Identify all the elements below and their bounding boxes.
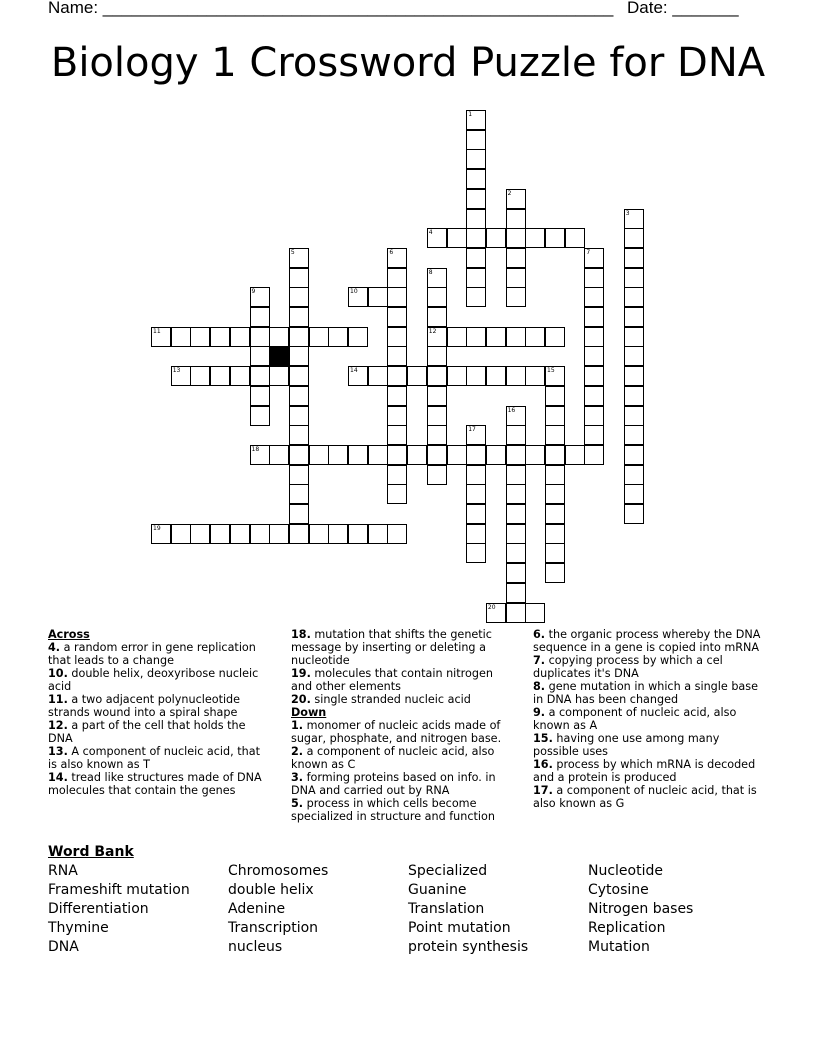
crossword-cell[interactable] <box>624 445 644 465</box>
crossword-cell[interactable] <box>506 504 526 524</box>
crossword-cell[interactable] <box>387 386 407 406</box>
crossword-cell[interactable] <box>466 189 486 209</box>
clue-text: a component of nucleic acid, also known as C <box>291 745 495 771</box>
crossword-cell[interactable] <box>565 445 585 465</box>
crossword-cell[interactable] <box>624 425 644 445</box>
crossword-cell[interactable] <box>250 386 270 406</box>
crossword-cell[interactable] <box>506 268 526 288</box>
cell-number: 18 <box>251 445 260 453</box>
across-clue <box>48 771 268 797</box>
crossword-cell[interactable] <box>584 248 604 268</box>
crossword-cell[interactable] <box>250 445 270 465</box>
crossword-cell[interactable] <box>506 425 526 445</box>
down-clue <box>533 706 768 732</box>
clue-text: having one use among many possible uses <box>533 732 720 758</box>
crossword-cell[interactable] <box>506 209 526 229</box>
crossword-cell[interactable] <box>289 327 309 347</box>
clue-number: 2. <box>291 745 304 758</box>
crossword-cell[interactable] <box>584 287 604 307</box>
crossword-cell[interactable] <box>466 465 486 485</box>
clue-text: a component of nucleic acid, that is also known as G <box>533 784 757 810</box>
crossword-cell[interactable] <box>368 445 388 465</box>
clue-text: single stranded nucleic acid <box>310 693 471 706</box>
crossword-cell[interactable] <box>486 603 506 623</box>
crossword-cell[interactable] <box>387 484 407 504</box>
crossword-cell[interactable] <box>525 445 545 465</box>
crossword-cell[interactable] <box>348 287 368 307</box>
crossword-cell[interactable] <box>545 563 565 583</box>
crossword-cell[interactable] <box>289 465 309 485</box>
crossword-cell[interactable] <box>250 287 270 307</box>
crossword-cell[interactable] <box>387 287 407 307</box>
crossword-cell[interactable] <box>348 445 368 465</box>
clue-text: the organic process whereby the DNA sequence in a gene is copied into mRNA <box>533 628 761 654</box>
crossword-cell[interactable] <box>624 346 644 366</box>
crossword-cell[interactable] <box>250 524 270 544</box>
crossword-cell[interactable] <box>289 346 309 366</box>
clues-column-3 <box>533 628 768 810</box>
crossword-cell[interactable] <box>506 524 526 544</box>
crossword-cell[interactable] <box>466 110 486 130</box>
cell-number: 5 <box>290 248 295 256</box>
crossword-cell[interactable] <box>447 366 467 386</box>
name-field-label: Name: ______________________________________________________ <box>48 0 614 17</box>
crossword-cell[interactable] <box>230 327 250 347</box>
clue-number: 9. <box>533 706 546 719</box>
crossword-cell[interactable] <box>466 425 486 445</box>
crossword-cell[interactable] <box>250 366 270 386</box>
crossword-cell[interactable] <box>506 248 526 268</box>
clue-text: double helix, deoxyribose nucleic acid <box>48 667 259 693</box>
crossword-cell[interactable] <box>250 346 270 366</box>
clue-number: 3. <box>291 771 304 784</box>
crossword-cell[interactable] <box>348 366 368 386</box>
crossword-cell[interactable] <box>466 130 486 150</box>
crossword-cell[interactable] <box>466 484 486 504</box>
crossword-cell[interactable] <box>466 268 486 288</box>
word-bank-item: Transcription <box>228 920 319 936</box>
word-bank-column <box>228 862 328 957</box>
crossword-cell[interactable] <box>506 543 526 563</box>
crossword-cell[interactable] <box>309 445 329 465</box>
cell-number: 2 <box>507 189 512 197</box>
clue-number: 12. <box>48 719 68 732</box>
clue-number: 1. <box>291 719 304 732</box>
word-bank-item: Thymine <box>48 920 109 936</box>
clue-text: forming proteins based on info. in DNA and carried out by RNA <box>291 771 496 797</box>
down-clue <box>533 680 768 706</box>
down-clue <box>533 758 768 784</box>
crossword-cell[interactable] <box>584 406 604 426</box>
crossword-cell[interactable] <box>250 406 270 426</box>
crossword-cell[interactable] <box>269 366 289 386</box>
crossword-cell[interactable] <box>190 524 210 544</box>
crossword-cell[interactable] <box>427 445 447 465</box>
crossword-cell[interactable] <box>545 386 565 406</box>
word-bank-item: Adenine <box>228 901 286 917</box>
crossword-cell[interactable] <box>289 406 309 426</box>
word-bank-item: Cytosine <box>588 882 649 898</box>
crossword-cell[interactable] <box>289 248 309 268</box>
crossword-cell[interactable] <box>407 366 427 386</box>
crossword-cell[interactable] <box>328 327 348 347</box>
crossword-cell[interactable] <box>289 287 309 307</box>
cell-number: 14 <box>350 367 358 375</box>
crossword-cell[interactable] <box>289 268 309 288</box>
crossword-cell[interactable] <box>545 465 565 485</box>
across-clue <box>291 667 509 693</box>
crossword-cell[interactable] <box>151 524 171 544</box>
cell-number: 11 <box>153 327 161 335</box>
crossword-cell[interactable] <box>289 307 309 327</box>
crossword-cell[interactable] <box>427 465 447 485</box>
crossword-cell[interactable] <box>584 346 604 366</box>
crossword-cell[interactable] <box>387 406 407 426</box>
clue-text: a random error in gene replication that leads to a change <box>48 641 256 667</box>
crossword-cell[interactable] <box>447 228 467 248</box>
crossword-cell[interactable] <box>230 366 250 386</box>
down-clue <box>291 771 509 797</box>
cell-number: 16 <box>507 406 516 414</box>
clue-number: 20. <box>291 693 311 706</box>
cell-number: 19 <box>153 524 161 532</box>
clue-number: 5. <box>291 797 304 810</box>
crossword-cell[interactable] <box>506 465 526 485</box>
crossword-cell[interactable] <box>624 366 644 386</box>
crossword-cell[interactable] <box>210 524 230 544</box>
clue-number: 19. <box>291 667 311 680</box>
across-clue <box>48 641 268 667</box>
crossword-cell[interactable] <box>328 445 348 465</box>
crossword-cell[interactable] <box>269 445 289 465</box>
cell-number: 4 <box>428 229 433 237</box>
word-bank-title: Word Bank <box>48 844 134 860</box>
crossword-cell[interactable] <box>269 327 289 347</box>
cell-number: 12 <box>428 327 437 335</box>
crossword-cell[interactable] <box>506 189 526 209</box>
crossword-cell[interactable] <box>624 268 644 288</box>
crossword-cell[interactable] <box>190 366 210 386</box>
crossword-cell[interactable] <box>624 484 644 504</box>
blocked-cell <box>269 346 289 366</box>
word-bank-column <box>408 862 528 957</box>
crossword-cell[interactable] <box>525 327 545 347</box>
word-bank-item: nucleus <box>228 939 283 955</box>
crossword-cell[interactable] <box>250 307 270 327</box>
crossword-cell[interactable] <box>624 307 644 327</box>
across-clue <box>48 667 268 693</box>
clue-number: 7. <box>533 654 546 667</box>
crossword-cell[interactable] <box>289 484 309 504</box>
clue-text: a two adjacent polynucleotide strands wound into a spiral shape <box>48 693 241 719</box>
crossword-cell[interactable] <box>447 327 467 347</box>
crossword-cell[interactable] <box>506 445 526 465</box>
crossword-cell[interactable] <box>506 603 526 623</box>
crossword-cell[interactable] <box>624 248 644 268</box>
crossword-cell[interactable] <box>624 406 644 426</box>
down-clue <box>533 732 768 758</box>
across-clue <box>48 693 268 719</box>
cell-number: 10 <box>350 288 358 296</box>
crossword-cell[interactable] <box>289 504 309 524</box>
clue-number: 6. <box>533 628 546 641</box>
crossword-cell[interactable] <box>545 445 565 465</box>
crossword-cell[interactable] <box>466 228 486 248</box>
crossword-cell[interactable] <box>506 484 526 504</box>
crossword-cell[interactable] <box>289 445 309 465</box>
crossword-cell[interactable] <box>427 327 447 347</box>
clue-number: 14. <box>48 771 68 784</box>
crossword-cell[interactable] <box>466 366 486 386</box>
crossword-cell[interactable] <box>624 228 644 248</box>
crossword-cell[interactable] <box>387 465 407 485</box>
crossword-cell[interactable] <box>447 445 467 465</box>
clues-column-2 <box>291 628 509 823</box>
crossword-cell[interactable] <box>348 524 368 544</box>
crossword-cell[interactable] <box>486 366 506 386</box>
crossword-cell[interactable] <box>506 287 526 307</box>
crossword-cell[interactable] <box>387 524 407 544</box>
crossword-cell[interactable] <box>624 287 644 307</box>
clue-text: monomer of nucleic acids made of sugar, phosphate, and nitrogen base. <box>291 719 502 745</box>
crossword-cell[interactable] <box>506 228 526 248</box>
word-bank-item: DNA <box>48 939 79 955</box>
crossword-cell[interactable] <box>427 406 447 426</box>
across-heading: Across <box>48 628 90 641</box>
crossword-cell[interactable] <box>151 327 171 347</box>
cell-number: 3 <box>625 209 630 217</box>
crossword-cell[interactable] <box>545 366 565 386</box>
clue-text: mutation that shifts the genetic message by inserting or deleting a nucleotide <box>291 628 492 667</box>
crossword-cell[interactable] <box>466 445 486 465</box>
crossword-cell[interactable] <box>624 327 644 347</box>
down-clue <box>291 719 509 745</box>
crossword-cell[interactable] <box>486 327 506 347</box>
crossword-cell[interactable] <box>565 228 585 248</box>
crossword-cell[interactable] <box>624 209 644 229</box>
word-bank-column <box>588 862 693 957</box>
crossword-cell[interactable] <box>427 287 447 307</box>
crossword-cell[interactable] <box>427 307 447 327</box>
clue-text: process in which cells become specialized in structure and function <box>291 797 495 823</box>
word-bank-item: Chromosomes <box>228 863 329 879</box>
clue-number: 16. <box>533 758 553 771</box>
crossword-cell[interactable] <box>289 524 309 544</box>
clue-text: copying process by which a cel duplicates it's DNA <box>533 654 723 680</box>
crossword-cell[interactable] <box>387 327 407 347</box>
crossword-cell[interactable] <box>545 228 565 248</box>
crossword-cell[interactable] <box>387 425 407 445</box>
crossword-cell[interactable] <box>624 504 644 524</box>
cell-number: 1 <box>468 111 473 118</box>
crossword-cell[interactable] <box>427 228 447 248</box>
crossword-cell[interactable] <box>210 327 230 347</box>
cell-number: 17 <box>468 426 476 434</box>
crossword-cell[interactable] <box>289 386 309 406</box>
cell-number: 9 <box>251 288 256 296</box>
crossword-cell[interactable] <box>584 445 604 465</box>
crossword-cell[interactable] <box>584 327 604 347</box>
crossword-cell[interactable] <box>545 425 565 445</box>
word-bank-item: Frameshift mutation <box>48 882 190 898</box>
word-bank-item: Replication <box>588 920 666 936</box>
clue-text: a part of the cell that holds the DNA <box>48 719 246 745</box>
crossword-cell[interactable] <box>407 445 427 465</box>
crossword-cell[interactable] <box>387 366 407 386</box>
crossword-cell[interactable] <box>427 386 447 406</box>
clue-number: 13. <box>48 745 68 758</box>
crossword-cell[interactable] <box>584 268 604 288</box>
cell-number: 8 <box>428 268 433 276</box>
crossword-cell[interactable] <box>328 524 348 544</box>
crossword-cell[interactable] <box>584 386 604 406</box>
clue-text: a component of nucleic acid, also known as A <box>533 706 737 732</box>
clues-column-1 <box>48 628 268 797</box>
crossword-cell[interactable] <box>466 524 486 544</box>
down-clue <box>291 797 509 823</box>
crossword-cell[interactable] <box>427 366 447 386</box>
crossword-cell[interactable] <box>466 248 486 268</box>
clue-text: process by which mRNA is decoded and a protein is produced <box>533 758 756 784</box>
crossword-cell[interactable] <box>466 543 486 563</box>
word-bank-item: Translation <box>408 901 485 917</box>
crossword-cell[interactable] <box>427 346 447 366</box>
crossword-cell[interactable] <box>289 366 309 386</box>
word-bank-item: protein synthesis <box>408 939 529 955</box>
crossword-cell[interactable] <box>171 327 191 347</box>
word-bank-item: RNA <box>48 863 78 879</box>
cell-number: 7 <box>586 248 591 256</box>
word-bank-item: Guanine <box>408 882 467 898</box>
crossword-cell[interactable] <box>466 504 486 524</box>
crossword-cell[interactable] <box>387 346 407 366</box>
clue-number: 10. <box>48 667 68 680</box>
page-title: Biology 1 Crossword Puzzle for DNA <box>50 40 766 86</box>
crossword-cell[interactable] <box>250 327 270 347</box>
cell-number: 6 <box>389 248 394 256</box>
crossword-cell[interactable] <box>545 504 565 524</box>
crossword-cell[interactable] <box>506 366 526 386</box>
crossword-cell[interactable] <box>171 524 191 544</box>
crossword-cell[interactable] <box>387 307 407 327</box>
word-bank-item: Mutation <box>588 939 650 955</box>
crossword-cell[interactable] <box>486 445 506 465</box>
crossword-cell[interactable] <box>427 425 447 445</box>
crossword-cell[interactable] <box>486 228 506 248</box>
clue-text: gene mutation in which a single base in DNA has been changed <box>533 680 758 706</box>
word-bank-column <box>48 862 190 957</box>
cell-number: 20 <box>487 603 496 611</box>
down-clue <box>533 654 768 680</box>
clue-number: 18. <box>291 628 311 641</box>
crossword-cell[interactable] <box>506 327 526 347</box>
crossword-cell[interactable] <box>525 603 545 623</box>
crossword-cell[interactable] <box>584 307 604 327</box>
crossword-cell[interactable] <box>506 406 526 426</box>
word-bank-item: double helix <box>228 882 314 898</box>
crossword-cell[interactable] <box>269 524 289 544</box>
clue-number: 8. <box>533 680 546 693</box>
clue-number: 15. <box>533 732 553 745</box>
crossword-cell[interactable] <box>309 327 329 347</box>
down-clue <box>291 745 509 771</box>
crossword-cell[interactable] <box>368 366 388 386</box>
crossword-cell[interactable] <box>466 209 486 229</box>
cell-number: 15 <box>547 367 555 375</box>
down-clue <box>533 784 768 810</box>
crossword-cell[interactable] <box>368 287 388 307</box>
across-clue <box>291 693 509 706</box>
crossword-cell[interactable] <box>309 524 329 544</box>
crossword-cell[interactable] <box>466 149 486 169</box>
word-bank-item: Point mutation <box>408 920 511 936</box>
across-clue <box>291 628 509 667</box>
crossword-cell[interactable] <box>545 543 565 563</box>
crossword-cell[interactable] <box>545 406 565 426</box>
crossword-cell[interactable] <box>525 228 545 248</box>
crossword-cell[interactable] <box>466 169 486 189</box>
crossword-cell[interactable] <box>624 386 644 406</box>
crossword-cell[interactable] <box>624 465 644 485</box>
crossword-cell[interactable] <box>584 366 604 386</box>
crossword-cell[interactable] <box>506 583 526 603</box>
crossword-cell[interactable] <box>427 268 447 288</box>
crossword-cell[interactable] <box>466 327 486 347</box>
cell-number: 13 <box>172 367 181 375</box>
crossword-cell[interactable] <box>506 563 526 583</box>
down-heading: Down <box>291 706 327 719</box>
clue-number: 4. <box>48 641 61 654</box>
word-bank-item: Specialized <box>408 863 488 879</box>
crossword-cell[interactable] <box>230 524 250 544</box>
crossword-cell[interactable] <box>525 366 545 386</box>
crossword-cell[interactable] <box>545 524 565 544</box>
crossword-cell[interactable] <box>368 524 388 544</box>
crossword-cell[interactable] <box>387 248 407 268</box>
word-bank-item: Differentiation <box>48 901 149 917</box>
crossword-cell[interactable] <box>210 366 230 386</box>
across-clue <box>48 719 268 745</box>
crossword-cell[interactable] <box>348 327 368 347</box>
word-bank-item: Nucleotide <box>588 863 663 879</box>
clue-number: 17. <box>533 784 553 797</box>
clue-text: molecules that contain nitrogen and other elements <box>291 667 493 693</box>
crossword-cell[interactable] <box>387 268 407 288</box>
crossword-cell[interactable] <box>545 327 565 347</box>
crossword-cell[interactable] <box>545 484 565 504</box>
clue-number: 11. <box>48 693 68 706</box>
clue-text: tread like structures made of DNA molecules that contain the genes <box>48 771 262 797</box>
crossword-cell[interactable] <box>289 425 309 445</box>
crossword-cell[interactable] <box>190 327 210 347</box>
across-clue <box>48 745 268 771</box>
date-field-label: Date: _______ <box>627 0 739 17</box>
word-bank-item: Nitrogen bases <box>588 901 694 917</box>
crossword-cell[interactable] <box>466 287 486 307</box>
crossword-cell[interactable] <box>387 445 407 465</box>
down-clue <box>533 628 768 654</box>
crossword-cell[interactable] <box>171 366 191 386</box>
clue-text: A component of nucleic acid, that is also known as T <box>48 745 260 771</box>
crossword-cell[interactable] <box>584 425 604 445</box>
